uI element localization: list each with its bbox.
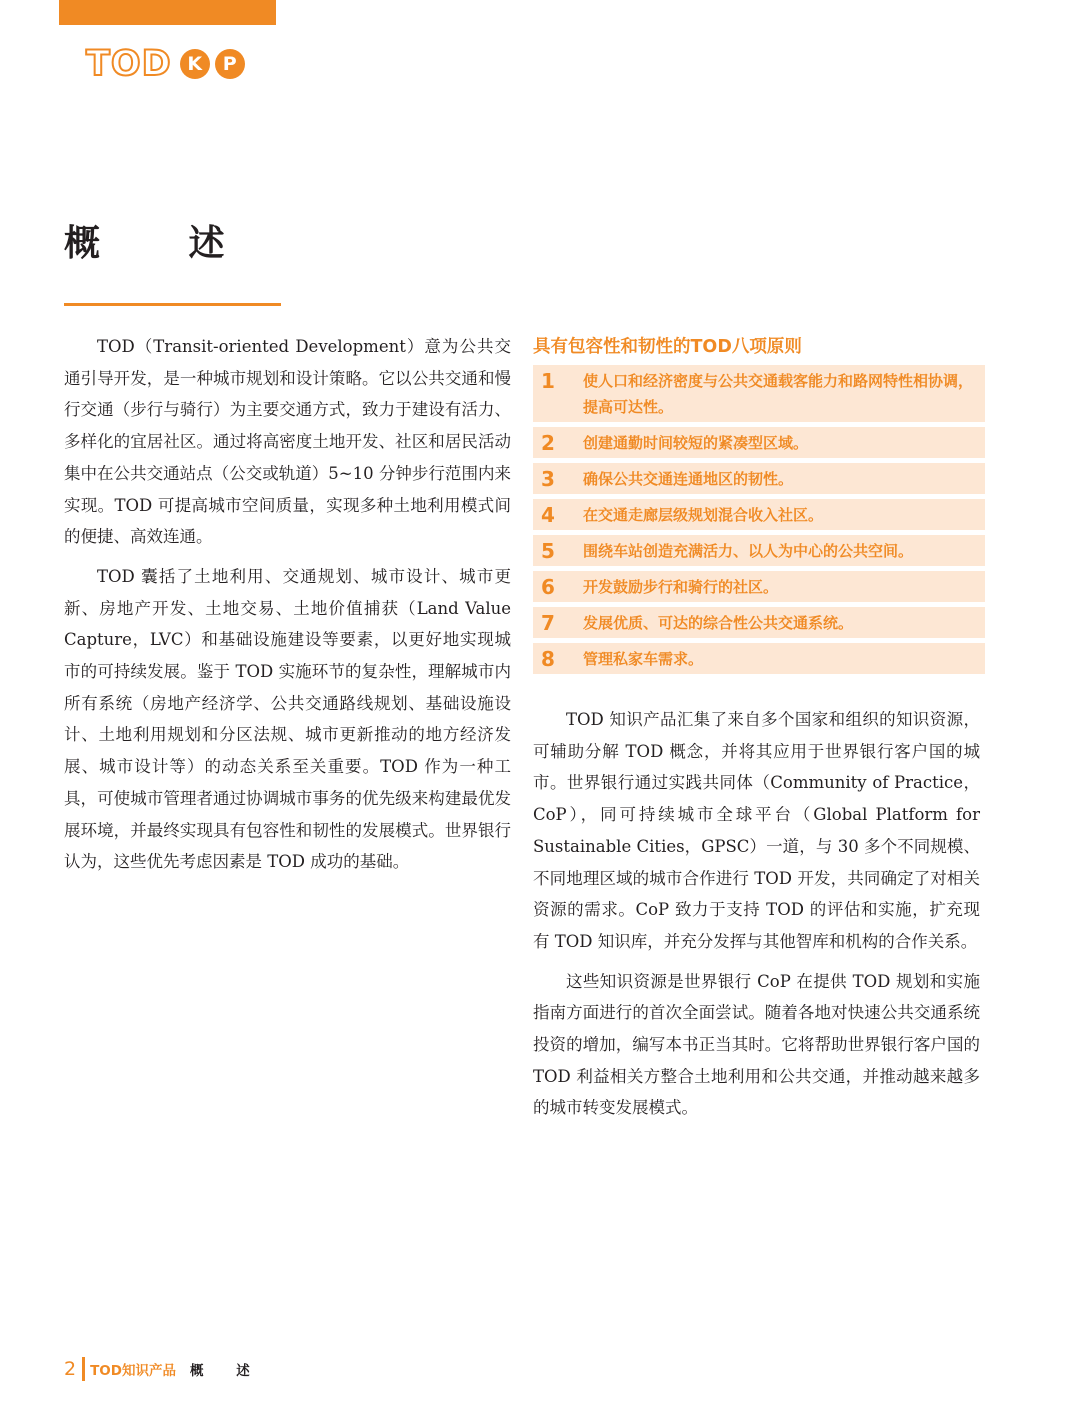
logo-badge-k: K bbox=[180, 49, 210, 79]
right-paragraph-2: 这些知识资源是世界银行 CoP 在提供 TOD 规划和实施指南方面进行的首次全面尝试。随着各地对快速公共交通系统投资的增加，编写本书正当其时。它将帮助世界银行客户国的 TOD 利益相关方整合土地利用和公共交通，并推动越来越多的城市转变发展模式。 bbox=[533, 971, 980, 1118]
principle-item bbox=[533, 365, 985, 422]
principle-number: 1 bbox=[541, 369, 555, 393]
left-paragraph-1: TOD（Transit-oriented Development）意为公共交通引导开发，是一种城市规划和设计策略。它以公共交通和慢行交通（步行与骑行）为主要交通方式，致力于建设有活力、多样化的宜居社区。通过将高密度土地开发、社区和居民活动集中在公共交通站点（公交或轨道）5~10 分钟步行范围内来实现。TOD 可提高城市空间质量，实现多种土地利用模式间的便捷、高效连通。 bbox=[64, 337, 511, 547]
principle-number: 3 bbox=[541, 467, 555, 491]
page-title: 概 述 bbox=[64, 223, 263, 264]
principle-text: 开发鼓励步行和骑行的社区。 bbox=[583, 578, 779, 596]
principle-item bbox=[533, 499, 985, 530]
right-paragraph-1: TOD 知识产品汇集了来自多个国家和组织的知识资源，可辅助分解 TOD 概念，并将其应用于世界银行客户国的城市。世界银行通过实践共同体（Community of Practice，CoP），同可持续城市全球平台（Global Platform for Sustainable Cities，GPSC）一道，与 30 多个不同规模、不同地理区域的城市合作进行 TOD 开发，共同确定了对相关资源的需求。CoP 致力于支持 TOD 的评估和实施，扩充现有 TOD 知识库，并充分发挥与其他智库和机构的合作关系。 bbox=[533, 710, 980, 951]
principle-number: 2 bbox=[541, 431, 555, 455]
principle-item bbox=[533, 643, 985, 674]
principle-text: 使人口和经济密度与公共交通载客能力和路网特性相协调，提高可达性。 bbox=[583, 372, 974, 416]
top-accent-bar bbox=[59, 0, 276, 25]
title-underline bbox=[64, 303, 281, 306]
right-column bbox=[533, 704, 980, 1132]
principle-text: 创建通勤时间较短的紧凑型区域。 bbox=[583, 434, 809, 452]
page-footer bbox=[64, 1355, 264, 1383]
principle-text: 管理私家车需求。 bbox=[583, 650, 704, 668]
principle-text: 围绕车站创造充满活力、以人为中心的公共空间。 bbox=[583, 542, 914, 560]
footer-section-title: 概 述 bbox=[190, 1363, 264, 1379]
left-column bbox=[64, 331, 511, 886]
principle-text: 确保公共交通连通地区的韧性。 bbox=[583, 470, 794, 488]
principles-title: 具有包容性和韧性的TOD八项原则 bbox=[533, 337, 802, 357]
principle-text: 发展优质、可达的综合性公共交通系统。 bbox=[583, 614, 854, 632]
principle-text: 在交通走廊层级规划混合收入社区。 bbox=[583, 506, 824, 524]
principle-item bbox=[533, 427, 985, 458]
principle-number: 6 bbox=[541, 575, 555, 599]
principle-item bbox=[533, 463, 985, 494]
logo-text: TOD bbox=[86, 44, 172, 84]
principle-item bbox=[533, 535, 985, 566]
principle-item bbox=[533, 607, 985, 638]
principle-number: 4 bbox=[541, 503, 555, 527]
principle-number: 5 bbox=[541, 539, 555, 563]
principle-number: 8 bbox=[541, 647, 555, 671]
page-number: 2 bbox=[64, 1358, 77, 1380]
footer-brand: TOD知识产品 bbox=[90, 1363, 176, 1379]
tod-kp-logo bbox=[86, 44, 245, 84]
principles-box bbox=[533, 333, 985, 679]
principle-number: 7 bbox=[541, 611, 555, 635]
footer-divider bbox=[82, 1357, 85, 1381]
left-paragraph-2: TOD 囊括了土地利用、交通规划、城市设计、城市更新、房地产开发、土地交易、土地价值捕获（Land Value Capture，LVC）和基础设施建设等要素，以更好地实现城市的可持续发展。鉴于 TOD 实施环节的复杂性，理解城市内所有系统（房地产经济学、公共交通路线规划、基础设施设计、土地利用规划和分区法规、城市更新推动的地方经济发展、城市设计等）的动态关系至关重要。TOD 作为一种工具，可使城市管理者通过协调城市事务的优先级来构建最优发展环境，并最终实现具有包容性和韧性的发展模式。世界银行认为，这些优先考虑因素是 TOD 成功的基础。 bbox=[64, 566, 511, 872]
principle-item bbox=[533, 571, 985, 602]
logo-badge-p: P bbox=[215, 49, 245, 79]
